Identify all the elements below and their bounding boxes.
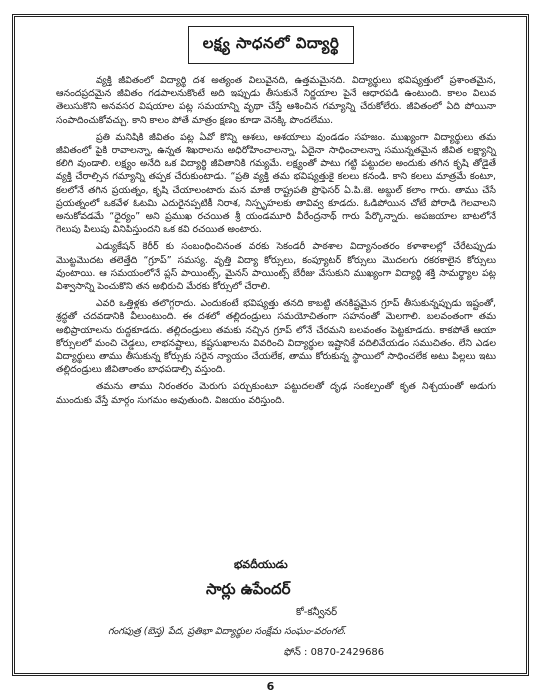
page-number: 6 [266,680,275,693]
paragraph-1: వ్యక్తి జీవితంలో విద్యార్థి దశ అత్యంత విలువైనది, ఉత్తమమైనది. విద్యార్థులు భవిష్యత్తులో ప్రశాంతమైన, ఆనందప్రదమైన జీవితం గడపాలనుకొంటే అది ఇప్పుడు తీసుకునే నిర్ణయాల పైనే ఆధారపడి ఉంటుంది. కాలం విలువ తెలుసుకొని అనవసర విషయాల పట్ల సమయాన్ని వృథా చేస్తే ఆశించిన గమ్యాన్ని చేరుకోలేరు. జీవితంలో ఏది పోయినా సంపాదించుకోవచ్చు. కాని కాలం పోతే మాత్రం క్షణం కూడా వెనక్కి పొందలేము. [56,75,496,126]
paragraph-2: ప్రతి మనిషికి జీవితం పట్ల ఏవో కొన్ని ఆశలు, ఆశయాలు వుండడం సహజం. ముఖ్యంగా విద్యార్థులు తమ జీవితంలో పైకి రావాలన్నా, ఉన్నత శిఖరాలను అధిరోహించాలన్నా, ఏదైనా సాధించాలన్నా సమున్నతమైన జీవిత లక్ష్యాన్ని కలిగి వుండాలి. లక్ష్యం అనేది ఒక విద్యార్థి జీవితానికి గమ్యమే. లక్ష్యంతో పాటు గట్టి పట్టుదల అందుకు తగిన కృషి తోడైతే వ్యక్తి చేరాల్సిన గమ్యాన్ని తప్పక చేరుకుంటాడు. “ప్రతి వ్యక్తి తమ భవిష్యత్తుకై కలలు కనండి. కాని కలలు మాత్రమే కంటూ, కలలోనే తగిన ప్రయత్నం, కృషి చేయాలంటారు మన మాజీ రాష్ట్రపతి ప్రొఫెసర్ ఏ.పి.జె. అబ్దుల్ కలాం గారు. తాము చేసే ప్రయత్నంలో ఒకవేళ ఓటమి ఎదురైనప్పటికీ నిరాశ, నిస్పృహలకు తావివ్వ కూడదు. ఓడిపోయిన చోటే పోరాడి గెలవాలని అనుకోవడమే “ధైర్యం” అని ప్రముఖ రచయిత శ్రీ యండమూరి వీరేంద్రనాథ్ గారు పేర్కొన్నారు. అపజయాల బాటలోనే గెలుపు పిలుపు వినిపిస్తుందని ఒక కవి రచయిత అంటారు. [56,131,496,236]
article-body [56,74,496,411]
author-name: సార్లు ఉపేందర్ [206,580,291,598]
paragraph-3: ఎడ్యుకేషన్ కెరీర్ కు సంబంధించినంత వరకు సెకండరీ పాఠశాల విద్యానంతరం కళాశాలల్లో చేరేటప్పుడు మొట్టమొదట తలెత్తేది “గ్రూప్” సమస్య. వృత్తి విద్యా కోర్సులు, కంప్యూటర్ కోర్సులు మొదలగు రకరకాలైన కోర్సులు వుంటాయి. ఆ సమయంలోనే ప్లస్ పాయింట్స్, మైనస్ పాయింట్స్ బేరీజు వేసుకుని ముఖ్యంగా విద్యార్థి శక్తి సామర్థ్యాల పట్ల విశ్వాసాన్ని పెంచుకొని తన అభిరుచి మేరకు కోర్సులో చేరాలి. [56,241,496,293]
signature-block [56,558,496,666]
closing-salutation: భవదీయుడు [234,558,288,571]
paragraph-5: తమను తాము నిరంతరం మెరుగు పర్చుకుంటూ పట్టుదలతో దృఢ సంకల్పంతో కృత నిశ్చయంతో అడుగు ముందుకు వేస్తే మార్గం సుగమం అవుతుంది. విజయం వరిస్తుంది. [56,381,496,406]
author-role: కో-కన్వీనర్ [296,607,338,618]
document-title: లక్ష్య సాధనలో విద్యార్థి [188,26,354,64]
organization-name: గంగపుత్ర (బెస్త) పేద, ప్రతిభా విద్యార్థుల సంక్షేమ సంఘం-వరంగల్. [108,626,347,637]
phone-number: ఫోన్ : 0870-2429686 [284,647,385,658]
paragraph-4: ఎవరి ఒత్తిళ్లకు తలొగ్గరాదు. ఎందుకంటే భవిష్యత్తు తనది కాబట్టి తనకిష్టమైన గ్రూప్ తీసుకున్నప్పుడు ఇష్టంతో, శ్రద్ధతో చదవడానికి వీలుంటుంది. ఈ దశలో తల్లిదండ్రులు సమయోచితంగా సహనంతో మెలగాలి. బలవంతంగా తమ అభిప్రాయాలను రుద్దకూడదు. తల్లిదండ్రులు తమకు నచ్చిన గ్రూప్ లోనే చేరమని బలవంతం పెట్టకూడదు. కాకపోతే ఆయా కోర్సులలో మంచి చెడ్డలు, లాభనష్టాలు, కష్టసుఖాలను వివరించి విద్యార్థుల ఇష్టానికే వదిలివేయడం సముచితం. లేని ఎడల విద్యార్థులు తాము తీసుకున్న కోర్సుకు సరైన న్యాయం చేయలేక, తాము కోరుకున్న స్థాయిలో సాధించలేక అటు పిల్లలు ఇటు తల్లిదండ్రులు జీవితాంతం బాధపడాల్సి వస్తుంది. [56,298,496,376]
